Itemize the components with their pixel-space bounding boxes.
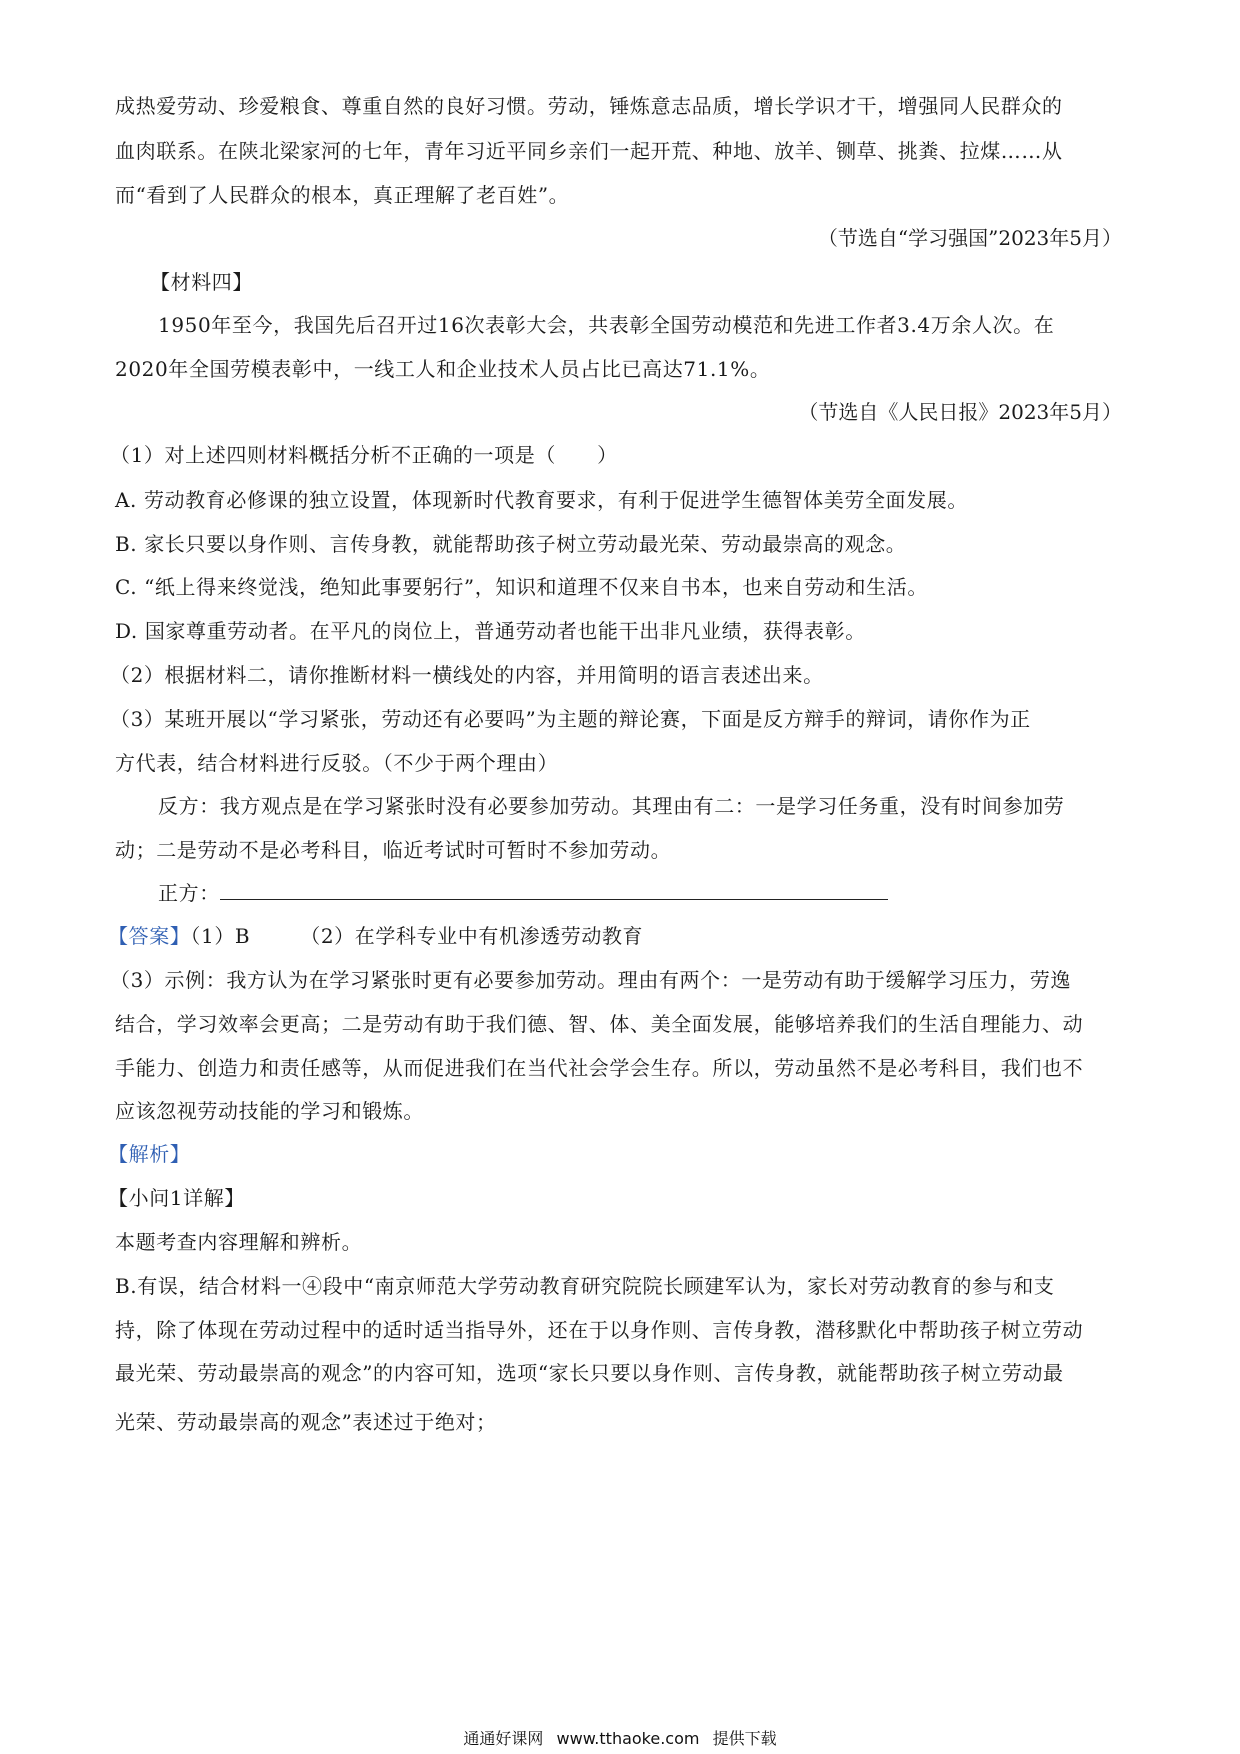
option-b: B. 家长只要以身作则、言传身教，就能帮助孩子树立劳动最光荣、劳动最崇高的观念。 [115,532,907,556]
page-footer [0,1729,1240,1749]
material4-line-2: 2020年全国劳模表彰中，一线工人和企业技术人员占比已高达71.1%。 [115,357,771,381]
answer-3-line-1: （3）示例：我方认为在学习紧张时更有必要参加劳动。理由有两个：一是劳动有助于缓解学习压力，劳逸 [110,968,1071,992]
material4-source: （节选自《人民日报》2023年5月） [798,400,1122,424]
answer-1: （1）B [190,924,251,948]
question-3-line-2: 方代表，结合材料进行反驳。（不少于两个理由） [115,751,559,775]
option-c: C. “纸上得来终觉浅，绝知此事要躬行”，知识和道理不仅来自书本，也来自劳动和生活。 [115,575,928,599]
footer-url[interactable]: www.tthaoke.com [556,1729,700,1748]
pro-answer-blank [220,879,888,900]
answer-line-1 [108,922,1128,950]
material3-source: （节选自“学习强国”2023年5月） [817,226,1122,250]
sub-question-1-heading: 【小问1详解】 [108,1186,245,1210]
analysis-b-line-4: 光荣、劳动最崇高的观念”表述过于绝对； [115,1410,497,1434]
material3-line-2: 血肉联系。在陕北梁家河的七年，青年习近平同乡亲们一起开荒、种地、放羊、铡草、挑粪、拉煤……从 [115,139,1063,163]
question-2: （2）根据材料二，请你推断材料一横线处的内容，并用简明的语言表述出来。 [110,663,824,687]
con-argument-line-1: 反方：我方观点是在学习紧张时没有必要参加劳动。其理由有二：一是学习任务重，没有时间参加劳 [158,794,1065,818]
option-d: D. 国家尊重劳动者。在平凡的岗位上，普通劳动者也能干出非凡业绩，获得表彰。 [115,619,866,643]
con-argument-line-2: 动；二是劳动不是必考科目，临近考试时可暂时不参加劳动。 [115,838,672,862]
question-1: （1）对上述四则材料概括分析不正确的一项是（ ） [110,443,618,467]
analysis-label: 【解析】 [108,1142,191,1166]
analysis-b-line-3: 最光荣、劳动最崇高的观念”的内容可知，选项“家长只要以身作则、言传身教，就能帮助孩子树立劳动最 [115,1361,1064,1385]
material3-line-3: 而“看到了人民群众的根本，真正理解了老百姓”。 [115,183,570,207]
analysis-b-line-2: 持，除了体现在劳动过程中的适时适当指导外，还在于以身作则、言传身教，潜移默化中帮助孩子树立劳动 [115,1318,1084,1342]
answer-3-line-4: 应该忽视劳动技能的学习和锻炼。 [115,1099,424,1123]
answer-3-line-3: 手能力、创造力和责任感等，从而促进我们在当代社会学会生存。所以，劳动虽然不是必考科目，我们也不 [115,1056,1084,1080]
footer-suffix: 提供下载 [712,1729,777,1748]
analysis-b-line-1: B.有误，结合材料一④段中“南京师范大学劳动教育研究院院长顾建军认为，家长对劳动教育的参与和支 [115,1274,1055,1298]
footer-site-name: 通通好课网 [463,1729,544,1748]
pro-answer-line [158,879,1178,907]
pro-label: 正方： [158,881,220,905]
option-a: A. 劳动教育必修课的独立设置，体现新时代教育要求，有利于促进学生德智体美劳全面发展。 [115,488,968,512]
material4-line-1: 1950年至今，我国先后召开过16次表彰大会，共表彰全国劳动模范和先进工作者3.4万余人次。在 [158,313,1055,337]
answer-3-line-2: 结合，学习效率会更高；二是劳动有助于我们德、智、体、美全面发展，能够培养我们的生活自理能力、动 [115,1012,1084,1036]
analysis-intro: 本题考查内容理解和辨析。 [115,1230,363,1254]
answer-label: 【答案】 [108,924,191,948]
answer-2: （2）在学科专业中有机渗透劳动教育 [300,924,644,948]
material4-heading: 【材料四】 [150,270,253,294]
question-3-line-1: （3）某班开展以“学习紧张，劳动还有必要吗”为主题的辩论赛，下面是反方辩手的辩词，请你作为正 [110,707,1031,731]
material3-line-1: 成热爱劳动、珍爱粮食、尊重自然的良好习惯。劳动，锤炼意志品质，增长学识才干，增强同人民群众的 [115,94,1063,118]
